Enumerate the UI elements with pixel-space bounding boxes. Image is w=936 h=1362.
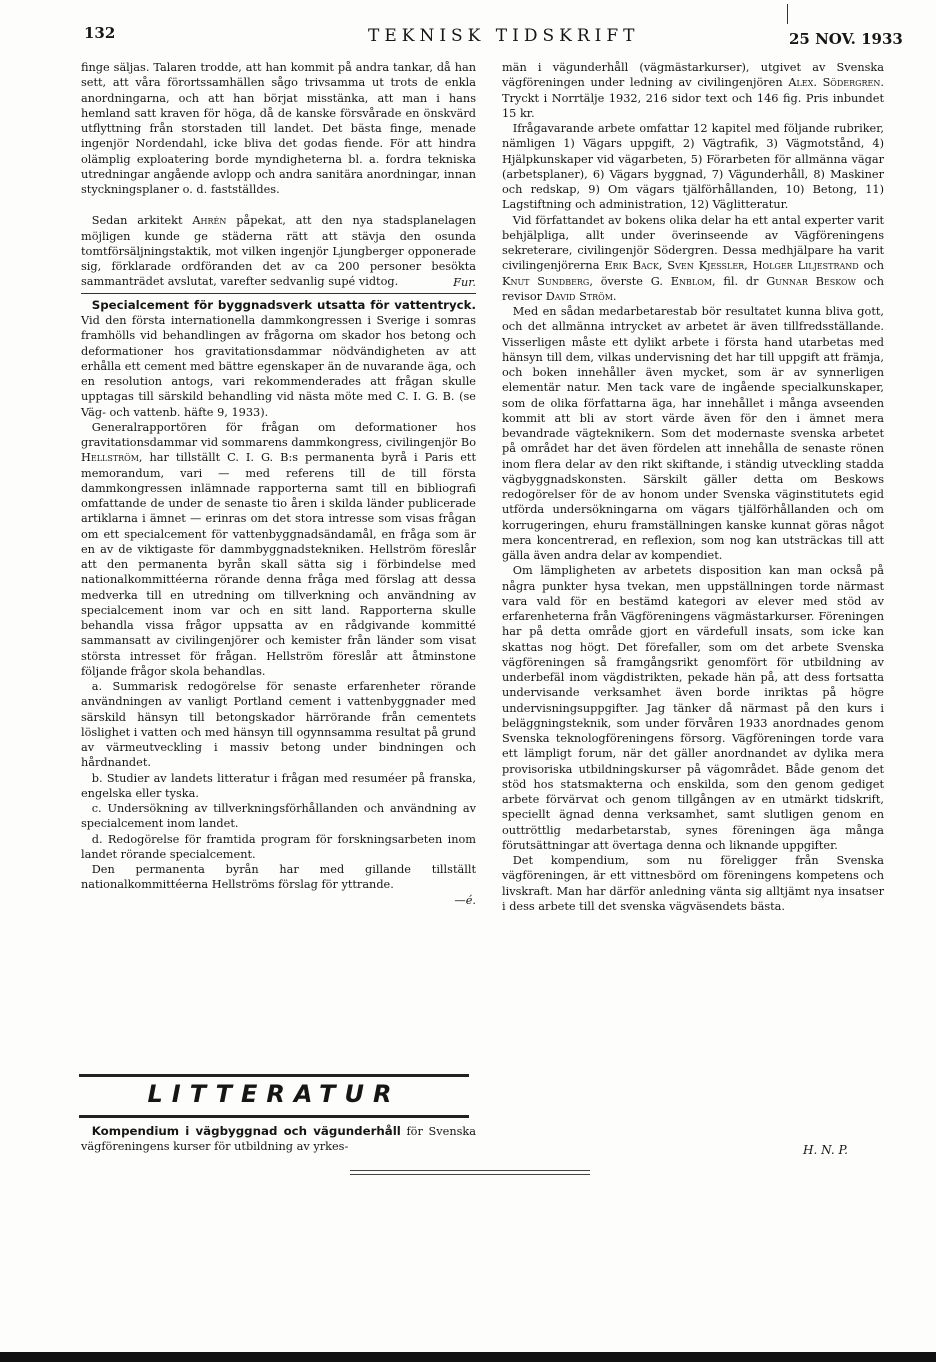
right-paragraph-3 (502, 213, 884, 305)
text-run: Vid författandet av bokens olika delar ha ett antal experter varit behjälpliga, allt under överinseende av Vägföreningens sekreterare, civilingenjör Södergren. Dessa medhjälpare ha varit civilingenjörerna (502, 213, 884, 273)
page-number: 132 (84, 24, 116, 42)
section-divider (81, 293, 476, 294)
list-item-b: b. Studier av landets litteratur i frågan med resuméer på franska, engelska eller tyska. (81, 771, 476, 800)
section-banner (79, 1074, 469, 1118)
list-item-c: c. Undersökning av tillverkningsförhållanden och användning av specialcement inom landet. (81, 802, 476, 831)
right-paragraph-1 (502, 60, 884, 121)
person-name: Gunnar Beskow (766, 274, 856, 288)
left-column (81, 60, 476, 908)
review-lead (81, 1124, 476, 1155)
right-paragraph-4: Med en sådan medarbetarestab bör resultatet kunna bliva gott, och det allmänna intrycket av arbetet är även tillfredsställande. Visserligen måste ett dylikt arbete i första hand utarbetas med hänsyn till dem, vilkas undervisning det har till uppgift att främja, och boken innehåller även mycket, som är av synnerligen elementär natur. Men tack vare de ingående specialkunskaper, som de olika författarna äga, har innehållet i många avseenden kommit att bli av stort värde även för den i ämnet mera bevandrade vägteknikern. Som det modernaste svenska arbetet på området har det även fördelen att innehålla de senaste rönen inom flera delar av den rikt skiftande, i ständig utveckling stadda vägbyggnadskonsten. Särskilt gäller detta om Beskows redogörelser för de av honom under Svenska väginstitutets egid utförda undersökningarna om vägars tjälförhållanden och om korrugeringen, ehuru framställningen kanske kunnat göras något mera koncentrerad, en reflexion, som nog kan utsträckas till att gälla även andra delar av kompendiet. (502, 305, 884, 562)
text-run: , har tillställt C. I. G. B:s permanenta byrå i Paris ett memorandum, vari — med referens till de till första dammkongressen inlämnade rapporterna samt till en bibliografi omfattande de under de senaste tio åren i skilda länder publicerade artiklarna i ämnet — erinras om det stora intresse som visas frågan om ett specialcement för vattenbyggnadsändamål, en fråga som är en av de viktigaste för dammbyggnadstekniken. Hellström föreslår att den permanenta byrån skall sätta sig i förbindelse med nationalkommittéerna rörande denna fråga med förslag att dessa medverka till en utredning om tillverkning och användning av specialcement inom var och en sitt land. Rapporterna skulle behandla vissa frågor uppsatta av en rådgivande kommitté sammansatt av civilingenjörer och kemister från länder som visat största intresset för frågan. Hellström föreslår att åtminstone följande frågor skola behandlas. (81, 451, 476, 678)
header-divider (787, 4, 788, 24)
end-rule (350, 1170, 590, 1171)
text-run: fil. dr (723, 274, 759, 288)
right-column (502, 60, 884, 914)
journal-title: TEKNISK TIDSKRIFT (368, 26, 640, 46)
text-run: Vid den första internationella dammkongressen i Sverige i somras framhölls vid behandlingen av frågorna om skador hos betong och deformationer hos gravitationsdammar nödvändigheten av att erhålla ett cement med bättre egenskaper än de nuvarande äga, och en resolution antogs, vari rekommenderades att frågan skulle upptagas till särskild behandling vid nästa möte med C. I. G. B. (se Väg- och vattenb. häfte 9, 1933). (81, 314, 476, 419)
right-paragraph-2: Ifrågavarande arbete omfattar 12 kapitel med följande rubriker, nämligen 1) Vägars uppgift, 2) Vägtrafik, 3) Vägmotstånd, 4) Hjälpkunskaper vid vägarbeten, 5) Förarbeten för allmänna vägar (arbetsplaner), 6) Vägars byggnad, 7) Vägunderhåll, 8) Maskiner och redskap, 9) Om vägars tjälförhållanden, 10) Betong, 11) Lagstiftning och administration, 12) Väglitteratur. (502, 122, 884, 212)
right-paragraph-5: Om lämpligheten av arbetets disposition kan man också på några punkter hysa tvekan, men uppställningen torde närmast vara vald för en bestämd kategori av elever med stöd av erfarenheterna från Vägföreningens vägmästarkurser. Föreningen har på detta område gjort en värdefull insats, som icke kan skattas nog högt. Det förefaller, som om det arbete Svenska vägföreningen så framgångsrikt genomfört för utbildning av underbefäl inom vägdistrikten, pekade hän på, att dess fortsatta undervisande verksamhet även borde inriktas på högre undervisningsuppgifter. Jag tänker då närmast på den kurs i beläggningsteknik, som under förvåren 1933 anordnades genom Svenska teknologföreningens försorg. Vägföreningen torde vara ett lämpligt forum, när det gäller anordnandet av dylika mera provisoriska utbildningskurser på vägområdet. Både genom det stöd hos statsmakterna och enskilda, som den genom gediget arbete förvärvat och genom tillgången av en utmärkt tidskrift, speciellt ägnad denna verksamhet, samt slutligen genom en outtröttlig medarbetarstab, synes föreningen äga många förutsättningar att övertaga denna och liknande uppgifter. (502, 564, 884, 852)
text-run: Sedan arkitekt (91, 214, 183, 228)
text-run: för Svenska vägföreningens kurser för utbildning av yrkes- (81, 1125, 476, 1154)
text-run: påpekat, att den nya stadsplanelagen möjligen kunde ge städerna rätt att stävja den osunda tomtförsäljningstaktik, mot vilken ingenjör Ljungberger opponerade sig, förklarade ordföranden det av ca 200 personer besökta sammanträdet avslutat, varefter sedvanlig supé vidtog. (81, 214, 477, 289)
signature-e: —é. (454, 893, 476, 907)
left-paragraph-3 (81, 298, 476, 420)
person-names: Erik Back, Sven Kjessler, Holger Liljestrand (604, 259, 859, 273)
person-name: Ahrén (192, 214, 227, 228)
scan-edge (0, 1352, 936, 1362)
review-title: Kompendium i vägbyggnad och vägunderhåll (91, 1124, 401, 1138)
person-name: Enblom, (670, 274, 716, 288)
text-run: Tryckt i Norrtälje 1932, 216 sidor text och 146 fig. Pris inbundet 15 kr. (502, 91, 884, 120)
left-paragraph-4 (81, 420, 476, 679)
signature-fur: Fur. (453, 275, 476, 289)
issue-date: 25 NOV. 1933 (789, 30, 903, 48)
person-name: David Ström. (545, 289, 617, 303)
text-run: överste G. (600, 274, 663, 288)
review-signature: H. N. P. (803, 1143, 848, 1157)
left-paragraph-1: finge säljas. Talaren trodde, att han kommit på andra tankar, då han sett, att våra förortssamhällen sågo trivsamma ut trots de enkla anordningarna, och att han börjat misstänka, att man i hans hemland satt kraven för höga, då de kanske försvårade en önskvärd utflyttning från storstaden till landet. Det bästa finge, menade ingenjör Nordendahl, icke bliva det godas fiende. För att hindra olämplig exploatering borde myndigheterna bl. a. fordra tekniska utredningar angående avlopp och andra sanitära anordningar, innan styckningsplaner o. d. fastställdes. (81, 61, 476, 196)
list-item-d: d. Redogörelse för framtida program för forskningsarbeten inom landet rörande specialcement. (81, 832, 476, 861)
text-run: män i vägunderhåll (vägmästarkurser), utgivet av Svenska vägföreningen under ledning av civilingenjören (502, 61, 884, 90)
right-paragraph-6: Det kompendium, som nu föreligger från Svenska vägföreningen, är ett vittnesbörd om föreningens kompetens och livskraft. Man har därför anledning vänta sig alltjämt nya insatser i dess arbete till det svenska vägväsendets bästa. (502, 854, 884, 913)
person-name: Knut Sundberg, (502, 274, 593, 288)
person-name: Hellström (81, 451, 139, 465)
left-paragraph-5: Den permanenta byrån har med gillande tillställt nationalkommittéerna Hellströms förslag för yttrande. (81, 863, 476, 892)
end-rule (350, 1174, 590, 1175)
section-title: LITTERATUR (147, 1080, 401, 1108)
text-run: och (863, 259, 885, 273)
text-run: och revisor (502, 274, 884, 303)
list-item-a: a. Summarisk redogörelse för senaste erfarenheter rörande användningen av vanligt Portland cement i vattenbyggnader med särskild hänsyn till betongskador härrörande från cementets löslighet i vatten och med hänsyn till ogynnsamma resultat på grund av värmeutveckling i massiv betong under bindningen och hårdnandet. (81, 680, 476, 770)
person-name: Alex. Södergren. (788, 76, 884, 90)
text-run: Generalrapportören för frågan om deformationer hos gravitationsdammar vid sommarens dammkongress, civilingenjör Bo (81, 420, 476, 449)
article-headline: Specialcement för byggnadsverk utsatta för vattentryck. (91, 297, 476, 312)
